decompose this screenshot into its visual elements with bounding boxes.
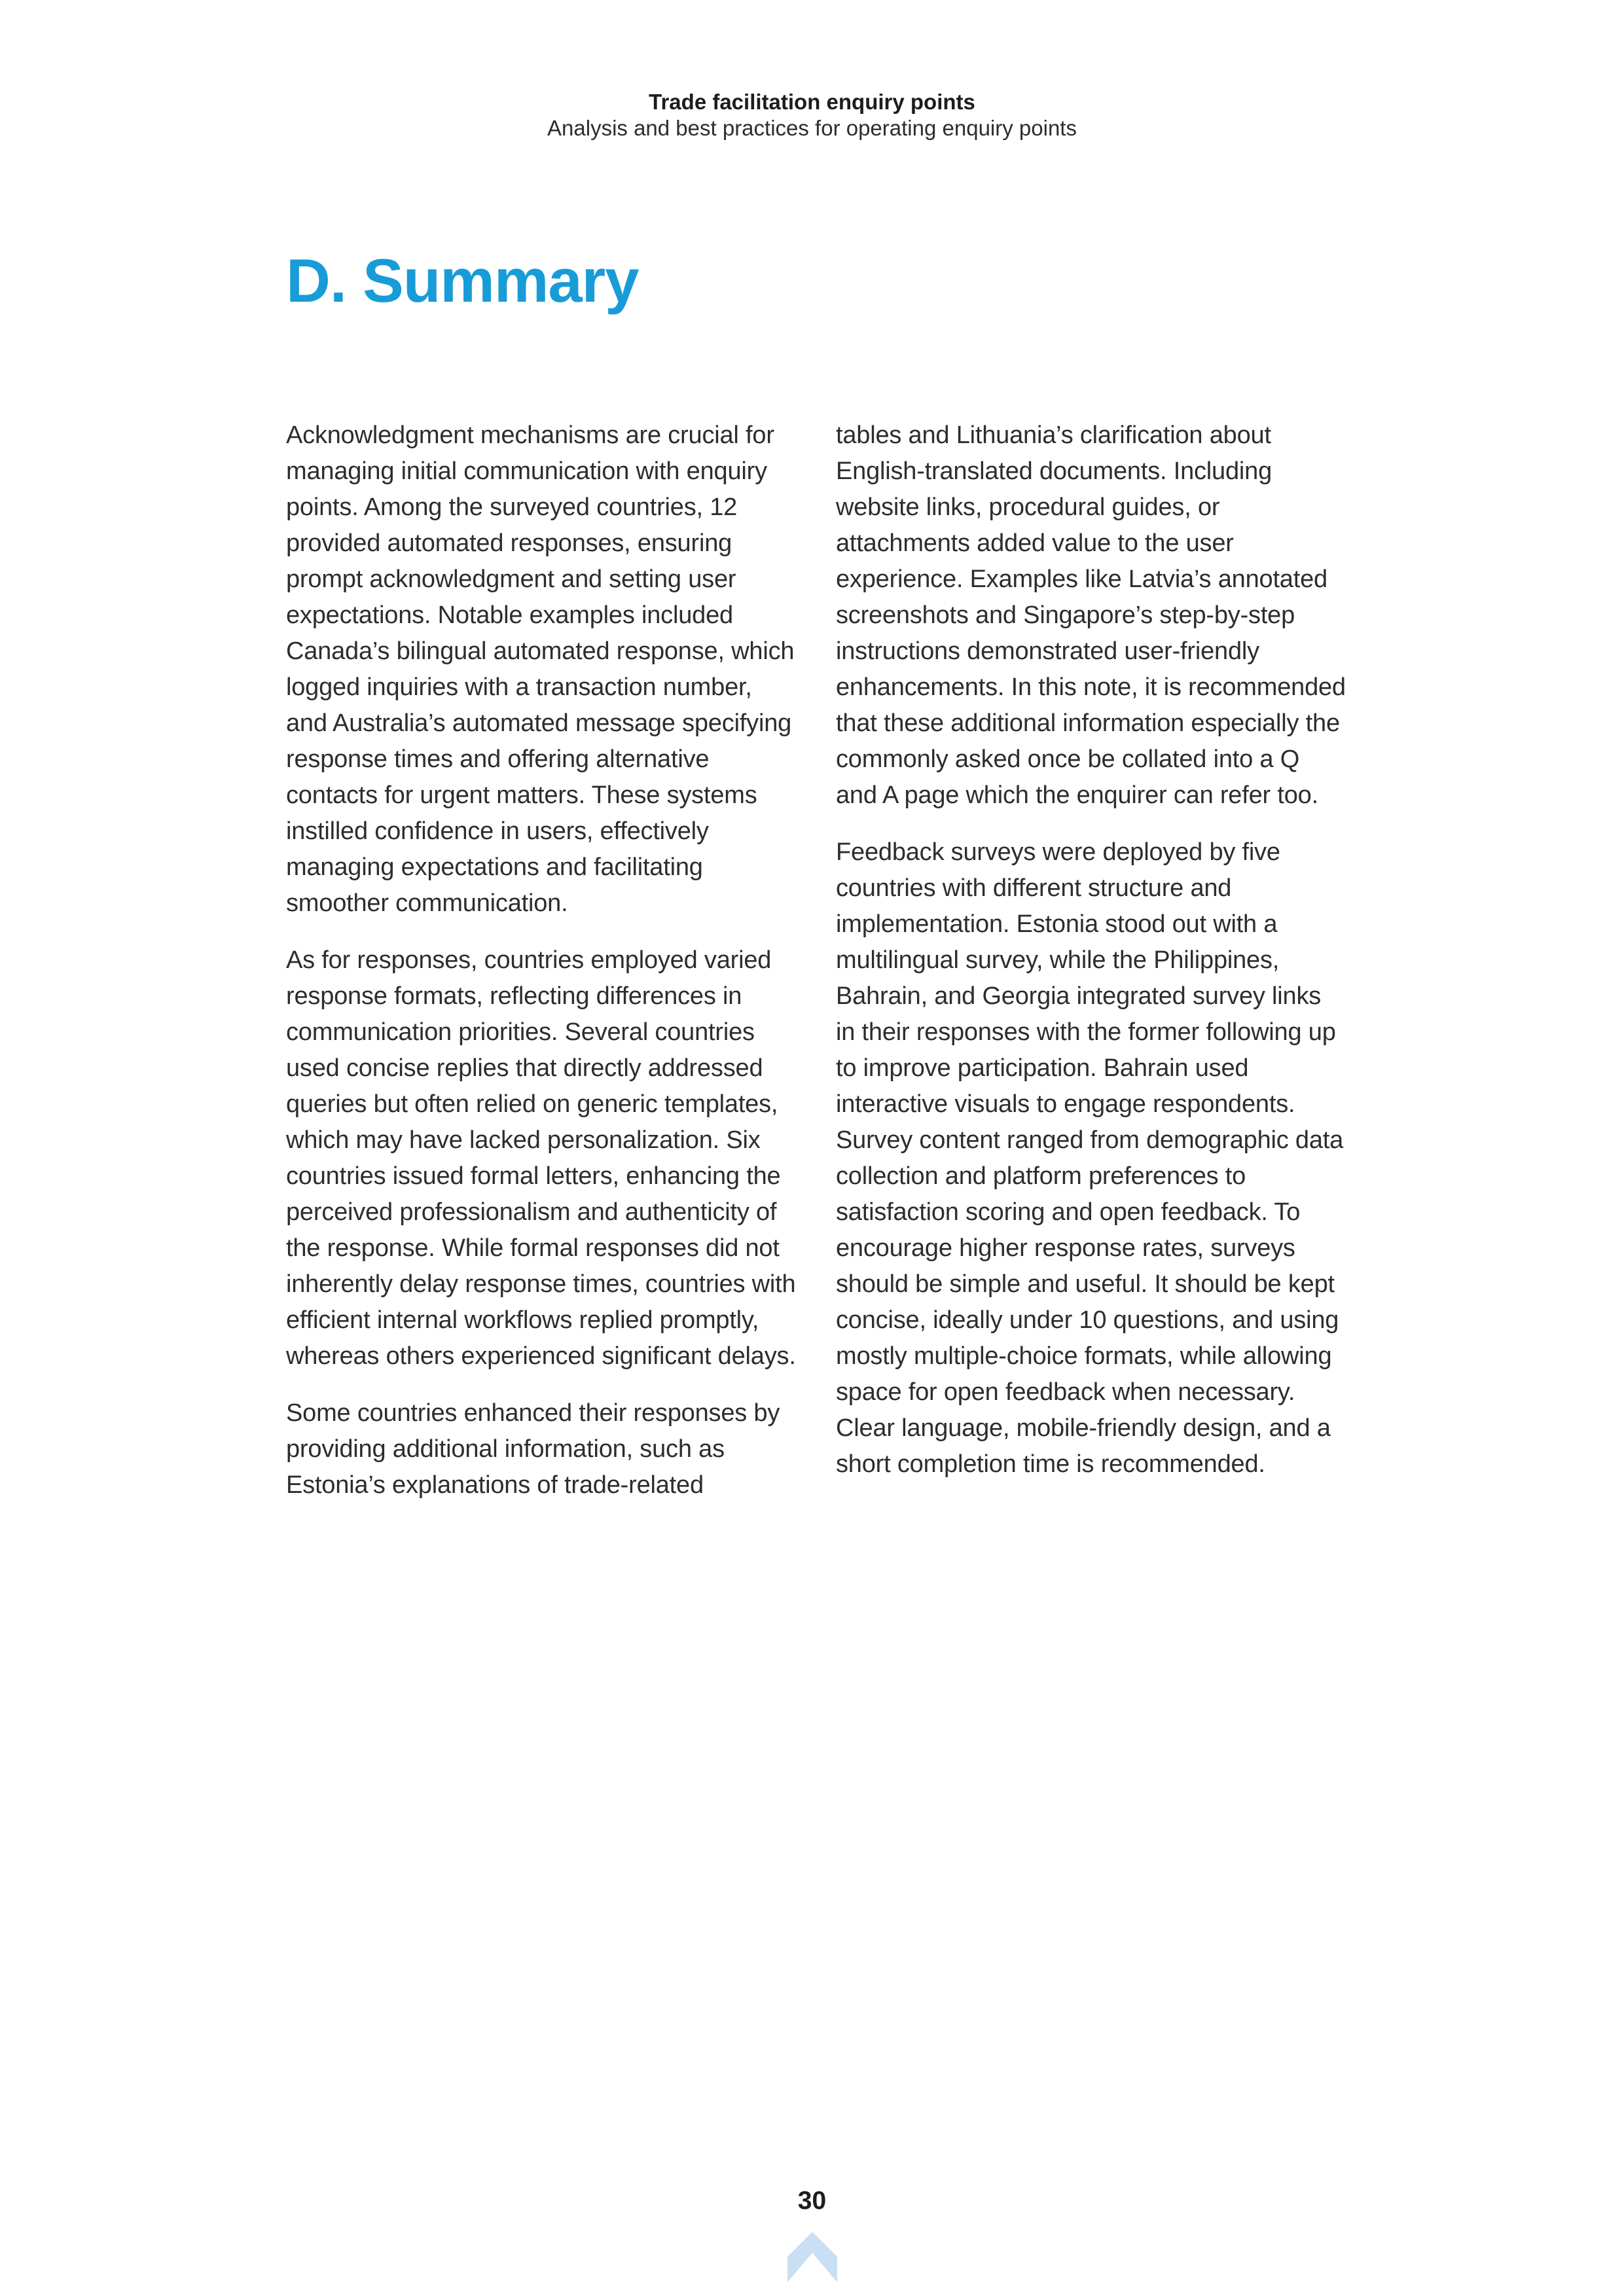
page-header bbox=[0, 89, 1624, 141]
paragraph-additional-info-start: Some countries enhanced their responses by providing additional information, such as Estonia’s explanations of trade-related bbox=[286, 1399, 780, 1499]
report-subtitle: Analysis and best practices for operating enquiry points bbox=[547, 116, 1077, 140]
page-number: 30 bbox=[797, 2187, 827, 2215]
paragraph-responses: As for responses, countries employed varied response formats, reflecting differences in communication priorities. Several countries used concise replies that directly addressed queries but often relied on generic templates, which may have lacked personalization. Six countries issued formal letters, enhancing the perceived professionalism and authenticity of the response. While formal responses did not inherently delay response times, countries with efficient internal workflows replied promptly, whereas others experienced significant delays. bbox=[286, 946, 796, 1370]
left-column bbox=[286, 418, 797, 1524]
paragraph-feedback-surveys: Feedback surveys were deployed by five countries with different structure and implementation. Estonia stood out with a multilingual survey, while the Philippines, Bahrain, and Georgia integrated survey links in their responses with the former following up to improve participation. Bahrain used interactive visuals to engage respondents. Survey content ranged from demographic data collection and platform preferences to satisfaction scoring and open feedback. To encourage higher response rates, surveys should be simple and useful. It should be kept concise, ideally under 10 questions, and using mostly multiple-choice formats, while allowing space for open feedback when necessary. Clear language, mobile-friendly design, and a short completion time is recommended. bbox=[836, 838, 1344, 1478]
chevron-up-icon bbox=[787, 2232, 837, 2282]
section-title: D. Summary bbox=[286, 246, 639, 315]
paragraph-acknowledgment: Acknowledgment mechanisms are crucial for managing initial communication with enquiry points. Among the surveyed countries, 12 provided automated responses, ensuring prompt acknowledgment and setting user expectations. Notable examples included Canada’s bilingual automated response, which logged inquiries with a transaction number, and Australia’s automated message specifying response times and offering alternative contacts for urgent matters. These systems instilled confidence in users, effectively managing expectations and facilitating smoother communication. bbox=[286, 422, 795, 917]
report-title: Trade facilitation enquiry points bbox=[649, 90, 975, 114]
body-columns bbox=[286, 418, 1346, 1524]
paragraph-additional-info-continued: tables and Lithuania’s clarification about English-translated documents. Including website links, procedural guides, or attachments added value to the user experience. Examples like Latvia’s annotated screenshots and Singapore’s step-by-step instructions demonstrated user-friendly enhancements. In this note, it is recommended that these additional information especially the commonly asked once be collated into a Q and A page which the enquirer can refer too. bbox=[836, 422, 1346, 809]
right-column bbox=[836, 418, 1346, 1524]
